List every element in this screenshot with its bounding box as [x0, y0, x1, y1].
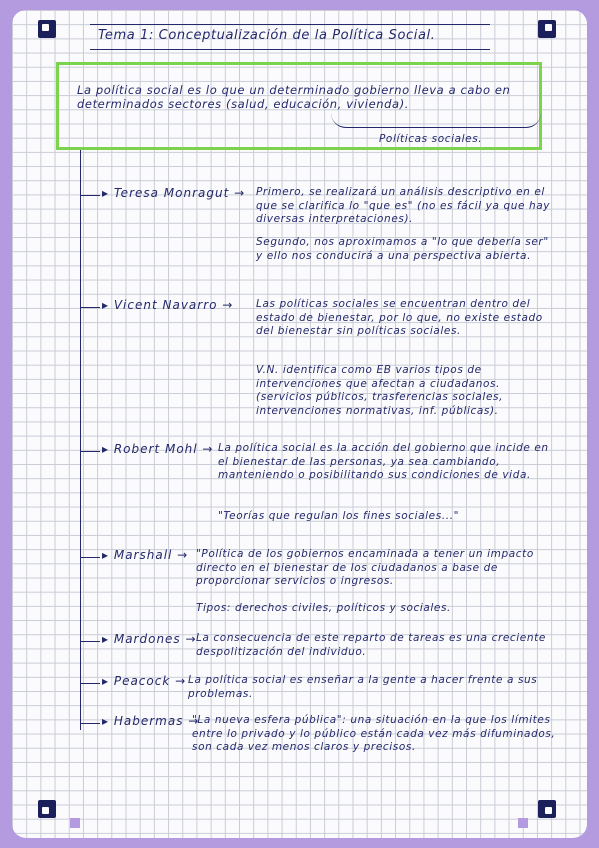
notebook-page: [12, 10, 587, 838]
branch-arrow-icon: [80, 641, 100, 642]
author-name: ▸ Teresa Monragut →: [102, 186, 246, 200]
author-paragraph: "Política de los gobiernos encaminada a tener un impacto directo en el bienestar de los ciudadanos a base de proporcionar servicios o ingresos.: [196, 548, 534, 588]
branch-arrow-icon: [80, 307, 100, 308]
author-paragraph: La consecuencia de este reparto de tareas es una creciente despolitización del individuo.: [196, 632, 546, 658]
author-paragraph: Las políticas sociales se encuentran dentro del estado de bienestar, por lo que, no existe estado del bienestar sin políticas sociales.: [256, 298, 543, 338]
branch-arrow-icon: [80, 683, 100, 684]
author-paragraph: La política social es la acción del gobierno que incide en el bienestar de las personas, ya sea cambiando, manteniendo o posibilitando sus condiciones de vida.: [218, 442, 549, 482]
branch-arrow-icon: [80, 557, 100, 558]
author-name: ▸ Mardones →: [102, 632, 197, 646]
branch-arrow-icon: [80, 451, 100, 452]
outline-trunk-line: [80, 150, 81, 730]
definition-text: La política social es lo que un determinado gobierno lleva a cabo en determinados sectores (salud, educación, vivienda).: [77, 83, 511, 111]
branch-arrow-icon: [80, 195, 100, 196]
author-paragraph: "Teorías que regulan los fines sociales...": [218, 510, 460, 522]
author-paragraph: Segundo, nos aproximamos a "lo que debería ser" y ello nos conducirá a una perspectiva abierta.: [256, 236, 549, 262]
corner-mark-icon: [538, 800, 556, 818]
corner-mark-icon: [38, 20, 56, 38]
author-paragraph: V.N. identifica como EB varios tipos de intervenciones que afectan a ciudadanos. (servicios públicos, trasferencias sociales, intervenciones normativas, inf. públicas).: [256, 364, 504, 417]
page-title: Tema 1: Conceptualización de la Política Social.: [90, 24, 490, 50]
brace-mark: [331, 113, 541, 128]
author-name: ▸ Vicent Navarro →: [102, 298, 234, 312]
author-paragraph: Tipos: derechos civiles, políticos y sociales.: [196, 602, 451, 614]
author-paragraph: Primero, se realizará un análisis descriptivo en el que se clarifica lo "que es" (no es fácil ya que hay diversas interpretaciones).: [256, 186, 551, 226]
corner-mark-icon: [38, 800, 56, 818]
author-name: ▸ Marshall →: [102, 548, 189, 562]
author-paragraph: "La nueva esfera pública": una situación en la que los límites entre lo privado y lo público están cada vez más difuminados, son cada vez menos claros y precisos.: [192, 714, 556, 754]
page-dot: [70, 818, 80, 828]
corner-mark-icon: [538, 20, 556, 38]
author-name: ▸ Habermas →: [102, 714, 200, 728]
definition-box: [56, 62, 542, 150]
author-name: ▸ Peacock →: [102, 674, 187, 688]
author-name: ▸ Robert Mohl →: [102, 442, 214, 456]
definition-note: Políticas sociales.: [379, 133, 483, 145]
page-dot: [518, 818, 528, 828]
author-paragraph: La política social es enseñar a la gente a hacer frente a sus problemas.: [188, 674, 538, 700]
branch-arrow-icon: [80, 723, 100, 724]
